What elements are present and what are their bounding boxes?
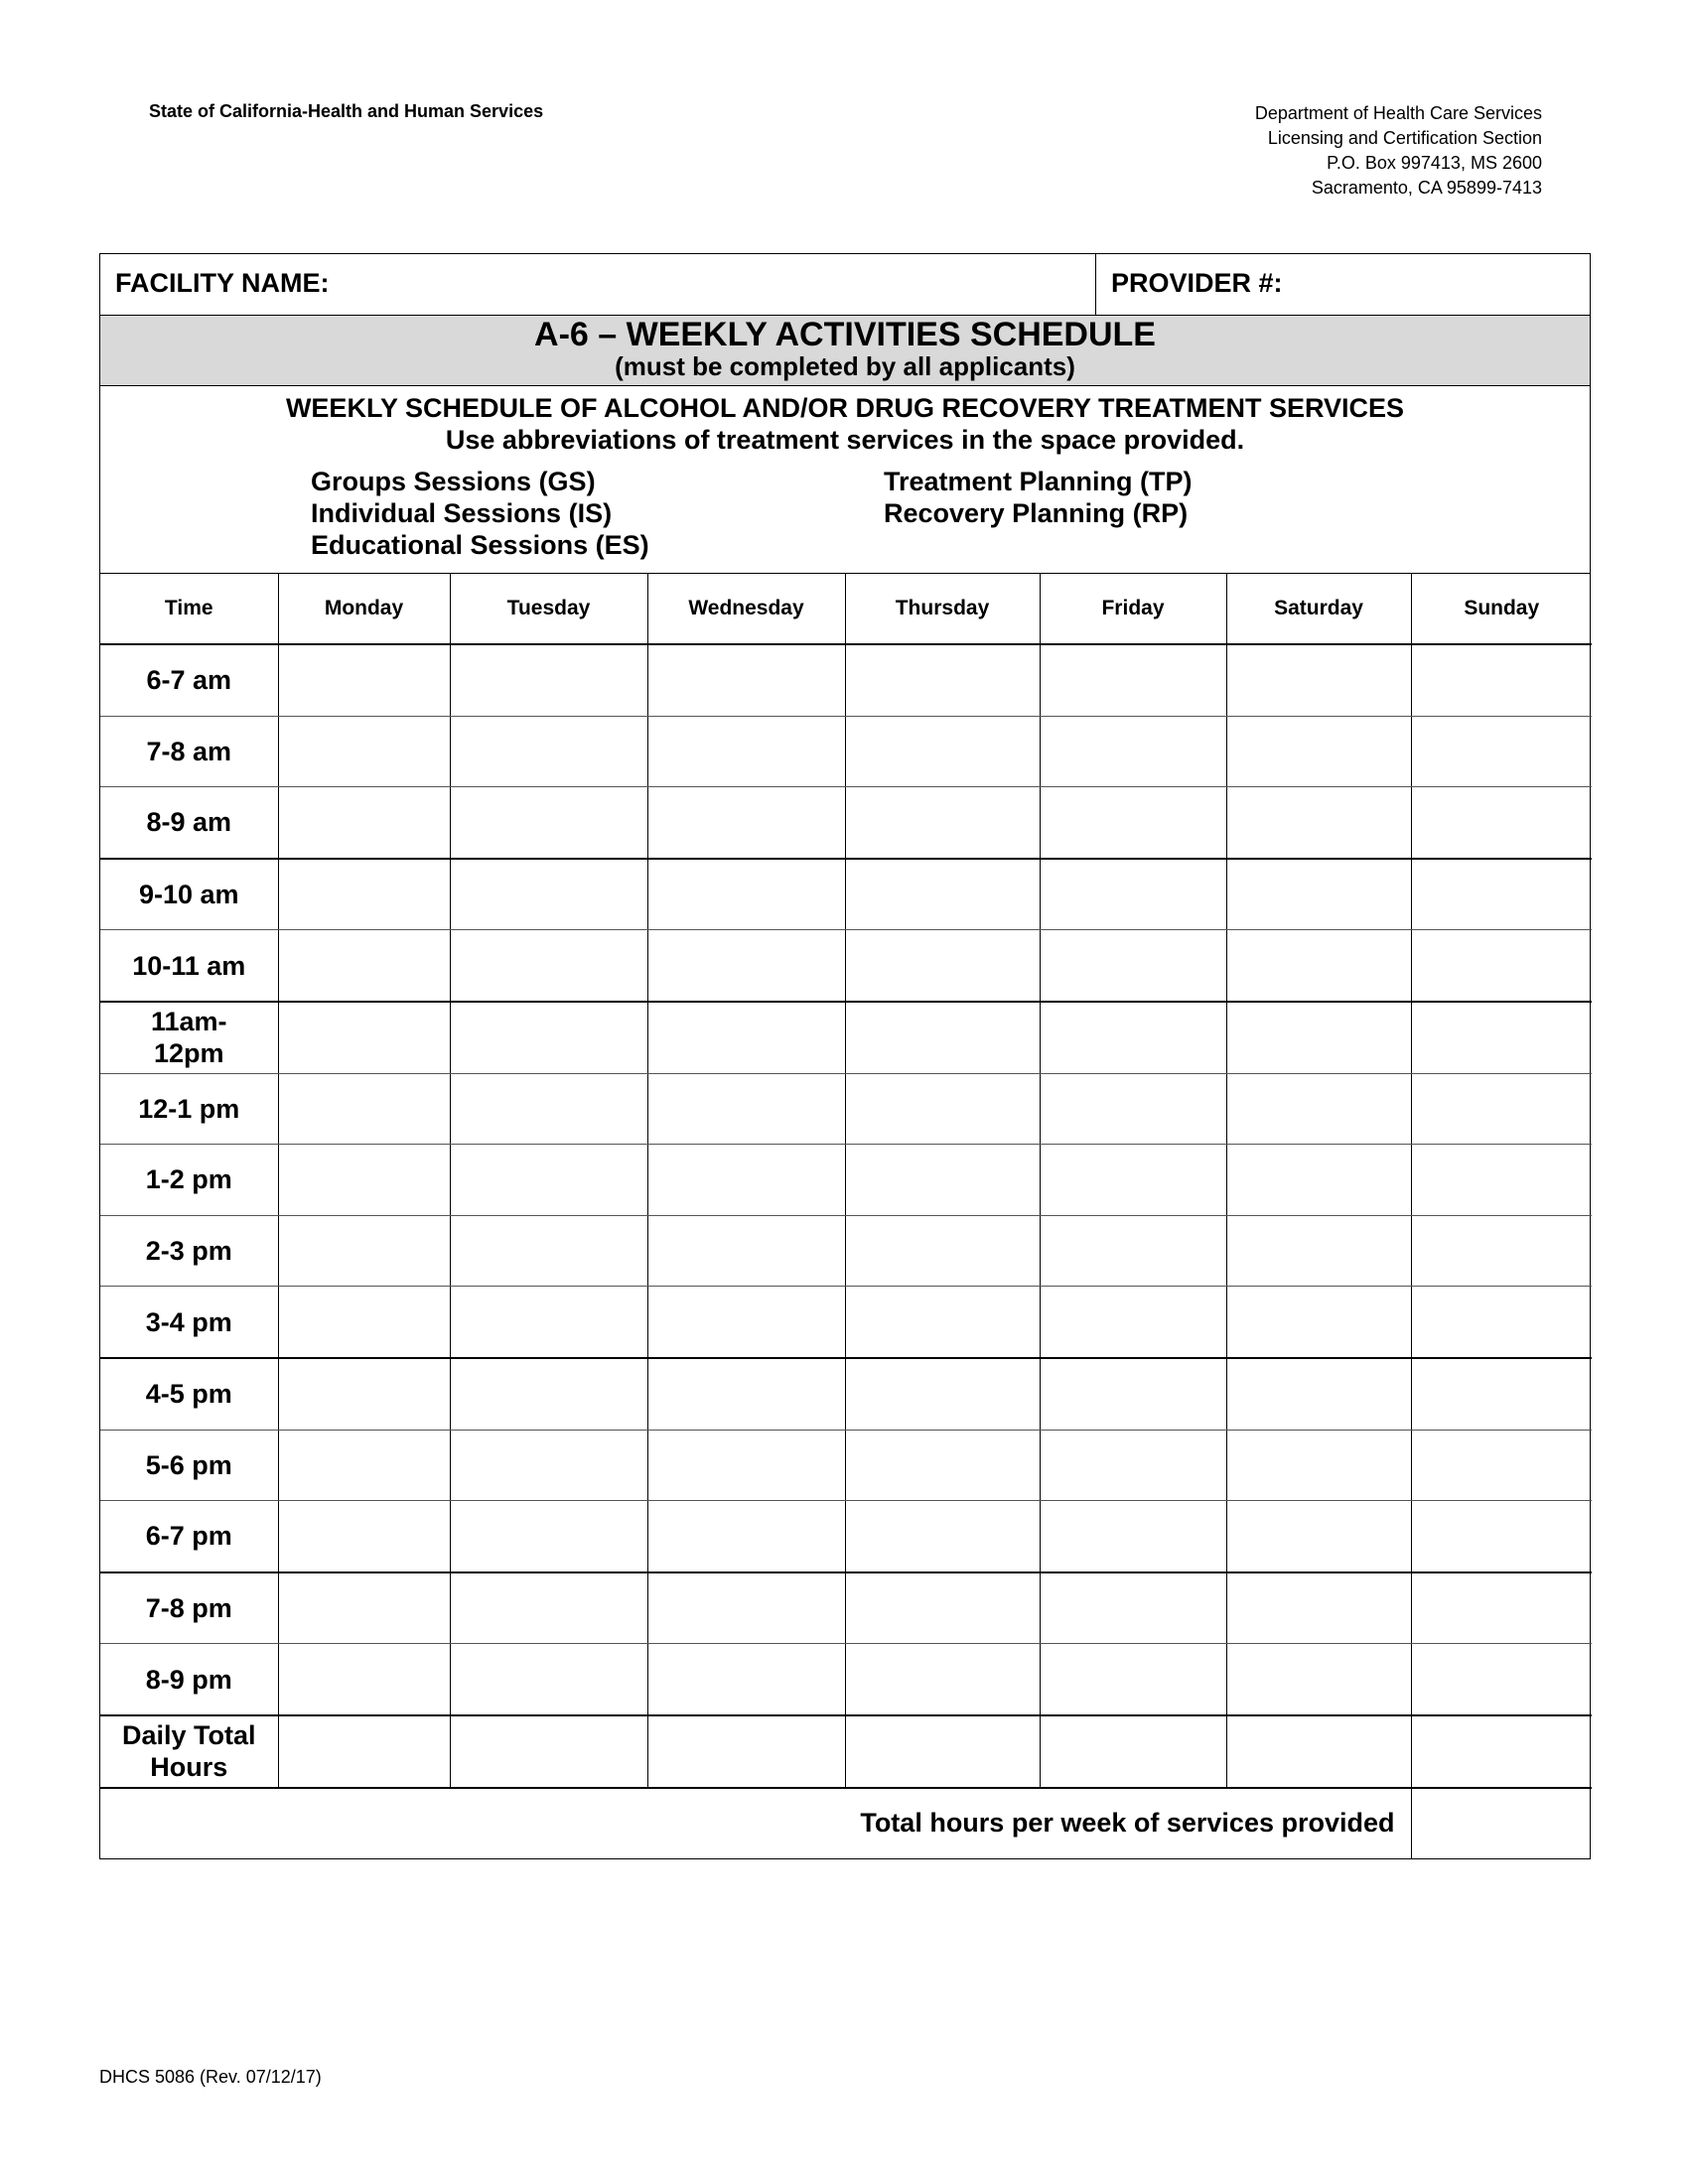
schedule-cell-wednesday[interactable] [647, 644, 845, 716]
schedule-cell-tuesday[interactable] [450, 1572, 647, 1644]
schedule-cell-wednesday[interactable] [647, 1215, 845, 1287]
schedule-cell-friday[interactable] [1040, 1715, 1226, 1788]
time-slot-label: Daily Total Hours [100, 1715, 278, 1788]
schedule-cell-friday[interactable] [1040, 1358, 1226, 1430]
schedule-cell-monday[interactable] [278, 1002, 450, 1073]
schedule-cell-wednesday[interactable] [647, 787, 845, 859]
schedule-cell-saturday[interactable] [1226, 787, 1411, 859]
department-address [1255, 101, 1542, 201]
schedule-row [100, 1715, 1592, 1788]
schedule-cell-friday[interactable] [1040, 1501, 1226, 1572]
schedule-row [100, 1287, 1592, 1358]
schedule-cell-sunday[interactable] [1411, 1215, 1592, 1287]
schedule-cell-tuesday[interactable] [450, 1430, 647, 1501]
schedule-cell-saturday[interactable] [1226, 716, 1411, 787]
time-slot-label: 10-11 am [100, 930, 278, 1002]
schedule-cell-tuesday[interactable] [450, 859, 647, 930]
schedule-cell-wednesday[interactable] [647, 1644, 845, 1715]
column-header-time: Time [100, 574, 278, 644]
schedule-cell-sunday[interactable] [1411, 930, 1592, 1002]
schedule-cell-sunday[interactable] [1411, 1715, 1592, 1788]
form-subtitle: (must be completed by all applicants) [615, 351, 1075, 381]
schedule-cell-thursday[interactable] [845, 1145, 1040, 1216]
schedule-cell-thursday[interactable] [845, 716, 1040, 787]
schedule-cell-thursday[interactable] [845, 787, 1040, 859]
abbreviation-list-right [884, 466, 1193, 529]
abbreviation-list-left [311, 466, 649, 561]
schedule-cell-friday[interactable] [1040, 1215, 1226, 1287]
schedule-cell-saturday[interactable] [1226, 644, 1411, 716]
schedule-cell-friday[interactable] [1040, 859, 1226, 930]
schedule-cell-friday[interactable] [1040, 1002, 1226, 1073]
schedule-cell-saturday[interactable] [1226, 1002, 1411, 1073]
abbreviation-item: Groups Sessions (GS) [311, 467, 596, 496]
department-line: P.O. Box 997413, MS 2600 [1327, 153, 1542, 173]
schedule-cell-wednesday[interactable] [647, 1572, 845, 1644]
schedule-cell-thursday[interactable] [845, 1430, 1040, 1501]
schedule-cell-friday[interactable] [1040, 1572, 1226, 1644]
schedule-row [100, 1145, 1592, 1216]
schedule-cell-wednesday[interactable] [647, 1287, 845, 1358]
schedule-cell-sunday[interactable] [1411, 1002, 1592, 1073]
schedule-cell-monday[interactable] [278, 644, 450, 716]
schedule-row [100, 859, 1592, 930]
schedule-cell-thursday[interactable] [845, 1002, 1040, 1073]
column-header-tuesday: Tuesday [450, 574, 647, 644]
schedule-cell-monday[interactable] [278, 1715, 450, 1788]
department-line: Department of Health Care Services [1254, 103, 1542, 123]
schedule-cell-wednesday[interactable] [647, 859, 845, 930]
schedule-cell-wednesday[interactable] [647, 930, 845, 1002]
schedule-row [100, 644, 1592, 716]
schedule-cell-tuesday[interactable] [450, 1287, 647, 1358]
time-slot-label: 6-7 am [100, 644, 278, 716]
schedule-cell-monday[interactable] [278, 930, 450, 1002]
abbreviation-item: Treatment Planning (TP) [884, 467, 1193, 496]
schedule-cell-monday[interactable] [278, 1073, 450, 1145]
schedule-cell-tuesday[interactable] [450, 1501, 647, 1572]
schedule-cell-sunday[interactable] [1411, 1358, 1592, 1430]
schedule-row [100, 1215, 1592, 1287]
schedule-cell-tuesday[interactable] [450, 644, 647, 716]
department-line: Sacramento, CA 95899-7413 [1311, 178, 1542, 198]
schedule-row [100, 787, 1592, 859]
schedule-table [100, 574, 1592, 1858]
abbreviation-item: Educational Sessions (ES) [311, 530, 649, 560]
schedule-cell-saturday[interactable] [1226, 1287, 1411, 1358]
schedule-row [100, 1073, 1592, 1145]
weekly-total-label: Total hours per week of services provided [100, 1788, 1411, 1859]
schedule-cell-tuesday[interactable] [450, 1715, 647, 1788]
schedule-body [100, 644, 1592, 1858]
schedule-cell-tuesday[interactable] [450, 787, 647, 859]
schedule-row [100, 1002, 1592, 1073]
schedule-cell-tuesday[interactable] [450, 1073, 647, 1145]
schedule-cell-thursday[interactable] [845, 1501, 1040, 1572]
schedule-cell-thursday[interactable] [845, 1572, 1040, 1644]
time-slot-label: 2-3 pm [100, 1215, 278, 1287]
schedule-header-row [100, 574, 1592, 644]
abbreviation-item: Individual Sessions (IS) [311, 498, 613, 528]
schedule-cell-friday[interactable] [1040, 787, 1226, 859]
form-title: A-6 – WEEKLY ACTIVITIES SCHEDULE [534, 316, 1156, 353]
schedule-cell-monday[interactable] [278, 1287, 450, 1358]
schedule-row [100, 716, 1592, 787]
time-slot-label: 4-5 pm [100, 1358, 278, 1430]
column-header-saturday: Saturday [1226, 574, 1411, 644]
schedule-cell-wednesday[interactable] [647, 1073, 845, 1145]
schedule-cell-wednesday[interactable] [647, 1002, 845, 1073]
schedule-cell-sunday[interactable] [1411, 644, 1592, 716]
column-header-monday: Monday [278, 574, 450, 644]
schedule-cell-friday[interactable] [1040, 930, 1226, 1002]
schedule-cell-wednesday[interactable] [647, 1501, 845, 1572]
schedule-cell-monday[interactable] [278, 1358, 450, 1430]
schedule-cell-tuesday[interactable] [450, 930, 647, 1002]
schedule-cell-saturday[interactable] [1226, 1501, 1411, 1572]
schedule-cell-tuesday[interactable] [450, 1644, 647, 1715]
schedule-cell-monday[interactable] [278, 1644, 450, 1715]
schedule-cell-saturday[interactable] [1226, 1715, 1411, 1788]
facility-name-label: FACILITY NAME: [115, 268, 330, 298]
schedule-cell-thursday[interactable] [845, 1358, 1040, 1430]
schedule-cell-friday[interactable] [1040, 644, 1226, 716]
schedule-cell-sunday[interactable] [1411, 1430, 1592, 1501]
schedule-cell-wednesday[interactable] [647, 1358, 845, 1430]
department-line: Licensing and Certification Section [1267, 128, 1542, 148]
schedule-cell-friday[interactable] [1040, 1644, 1226, 1715]
column-header-friday: Friday [1040, 574, 1226, 644]
schedule-cell-sunday[interactable] [1411, 1572, 1592, 1644]
schedule-cell-thursday[interactable] [845, 1215, 1040, 1287]
schedule-cell-saturday[interactable] [1226, 930, 1411, 1002]
schedule-cell-thursday[interactable] [845, 859, 1040, 930]
schedule-cell-saturday[interactable] [1226, 1358, 1411, 1430]
instructions-section [100, 386, 1590, 574]
column-header-wednesday: Wednesday [647, 574, 845, 644]
schedule-cell-friday[interactable] [1040, 1287, 1226, 1358]
schedule-cell-friday[interactable] [1040, 1073, 1226, 1145]
schedule-cell-saturday[interactable] [1226, 1644, 1411, 1715]
schedule-cell-thursday[interactable] [845, 1073, 1040, 1145]
schedule-cell-sunday[interactable] [1411, 1145, 1592, 1216]
schedule-cell-thursday[interactable] [845, 1644, 1040, 1715]
form-number: DHCS 5086 (Rev. 07/12/17) [99, 2067, 322, 2087]
schedule-cell-wednesday[interactable] [647, 1145, 845, 1216]
agency-name: State of California-Health and Human Services [149, 101, 544, 121]
schedule-cell-saturday[interactable] [1226, 859, 1411, 930]
schedule-cell-thursday[interactable] [845, 1715, 1040, 1788]
time-slot-label: 7-8 pm [100, 1572, 278, 1644]
facility-provider-row [100, 254, 1590, 316]
schedule-cell-tuesday[interactable] [450, 716, 647, 787]
schedule-cell-thursday[interactable] [845, 644, 1040, 716]
weekly-schedule-form [99, 253, 1591, 1859]
time-slot-label: 5-6 pm [100, 1430, 278, 1501]
schedule-cell-saturday[interactable] [1226, 1572, 1411, 1644]
schedule-row [100, 1358, 1592, 1430]
schedule-cell-monday[interactable] [278, 1572, 450, 1644]
schedule-cell-sunday[interactable] [1411, 859, 1592, 930]
instructions-heading: WEEKLY SCHEDULE OF ALCOHOL AND/OR DRUG RECOVERY TREATMENT SERVICES [285, 393, 1405, 423]
facility-name-field[interactable] [100, 254, 1096, 315]
schedule-cell-tuesday[interactable] [450, 1358, 647, 1430]
schedule-cell-monday[interactable] [278, 1501, 450, 1572]
schedule-cell-sunday[interactable] [1411, 787, 1592, 859]
schedule-cell-saturday[interactable] [1226, 1215, 1411, 1287]
schedule-row [100, 1572, 1592, 1644]
schedule-cell-tuesday[interactable] [450, 1215, 647, 1287]
schedule-cell-monday[interactable] [278, 787, 450, 859]
weekly-total-field[interactable] [1411, 1788, 1592, 1859]
time-slot-label: 1-2 pm [100, 1145, 278, 1216]
time-slot-label: 8-9 am [100, 787, 278, 859]
schedule-cell-saturday[interactable] [1226, 1073, 1411, 1145]
schedule-cell-monday[interactable] [278, 1430, 450, 1501]
time-slot-label: 11am- 12pm [100, 1002, 278, 1073]
schedule-cell-wednesday[interactable] [647, 1715, 845, 1788]
time-slot-label: 12-1 pm [100, 1073, 278, 1145]
schedule-cell-saturday[interactable] [1226, 1430, 1411, 1501]
schedule-row [100, 1501, 1592, 1572]
provider-number-label: PROVIDER #: [1111, 268, 1283, 298]
schedule-cell-wednesday[interactable] [647, 716, 845, 787]
schedule-cell-monday[interactable] [278, 859, 450, 930]
schedule-cell-thursday[interactable] [845, 1287, 1040, 1358]
schedule-cell-sunday[interactable] [1411, 1073, 1592, 1145]
column-header-thursday: Thursday [845, 574, 1040, 644]
schedule-cell-tuesday[interactable] [450, 1145, 647, 1216]
abbreviation-item: Recovery Planning (RP) [884, 498, 1189, 528]
weekly-total-row [100, 1788, 1592, 1859]
schedule-cell-wednesday[interactable] [647, 1430, 845, 1501]
instructions-text: Use abbreviations of treatment services in the space provided. [445, 425, 1245, 455]
schedule-cell-monday[interactable] [278, 1215, 450, 1287]
schedule-row [100, 1644, 1592, 1715]
time-slot-label: 3-4 pm [100, 1287, 278, 1358]
schedule-cell-sunday[interactable] [1411, 1501, 1592, 1572]
schedule-cell-sunday[interactable] [1411, 1644, 1592, 1715]
schedule-cell-thursday[interactable] [845, 930, 1040, 1002]
schedule-cell-friday[interactable] [1040, 1145, 1226, 1216]
schedule-row [100, 1430, 1592, 1501]
provider-number-field[interactable] [1096, 254, 1590, 315]
time-slot-label: 9-10 am [100, 859, 278, 930]
schedule-row [100, 930, 1592, 1002]
schedule-cell-monday[interactable] [278, 1145, 450, 1216]
form-title-bar [100, 316, 1590, 386]
time-slot-label: 6-7 pm [100, 1501, 278, 1572]
column-header-sunday: Sunday [1411, 574, 1592, 644]
schedule-cell-monday[interactable] [278, 716, 450, 787]
schedule-cell-saturday[interactable] [1226, 1145, 1411, 1216]
schedule-cell-friday[interactable] [1040, 716, 1226, 787]
time-slot-label: 8-9 pm [100, 1644, 278, 1715]
time-slot-label: 7-8 am [100, 716, 278, 787]
schedule-cell-tuesday[interactable] [450, 1002, 647, 1073]
schedule-cell-friday[interactable] [1040, 1430, 1226, 1501]
schedule-cell-sunday[interactable] [1411, 1287, 1592, 1358]
schedule-cell-sunday[interactable] [1411, 716, 1592, 787]
